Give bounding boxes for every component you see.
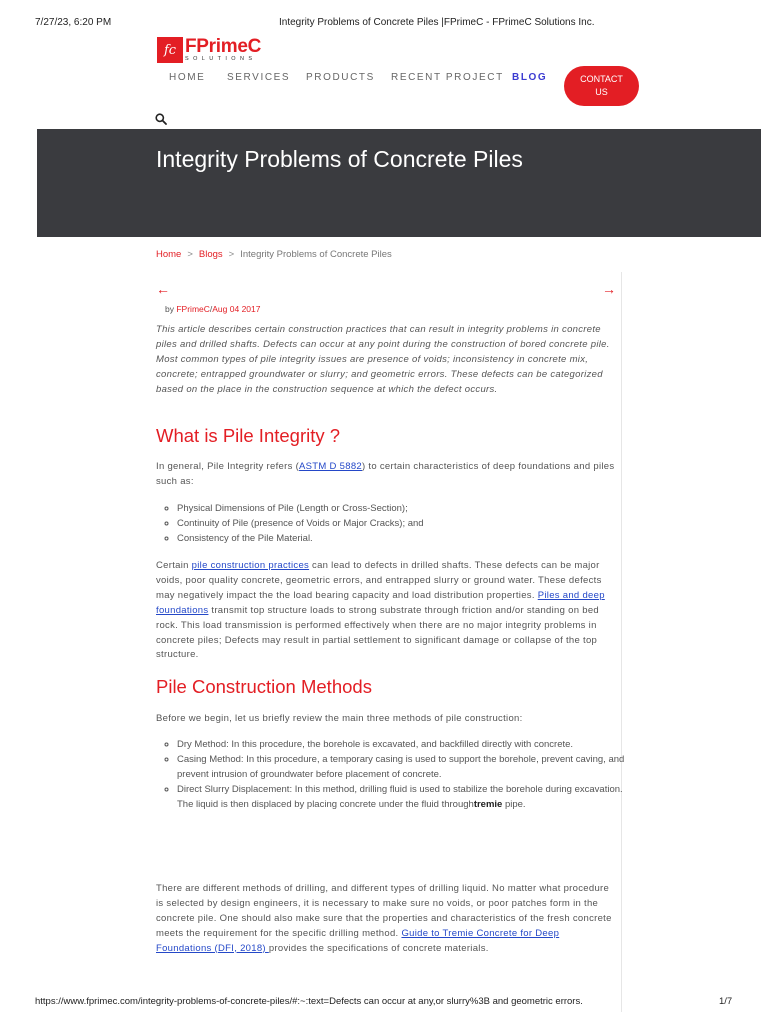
defects-paragraph <box>156 559 616 663</box>
section-heading-pile-integrity: What is Pile Integrity ? <box>156 425 341 446</box>
methods-intro-paragraph: Before we begin, let us briefly review the main three methods of pile construction: <box>156 713 523 724</box>
search-icon[interactable] <box>155 113 167 125</box>
breadcrumb-current: Integrity Problems of Concrete Piles <box>240 249 392 260</box>
para-text: provides the specifications of concrete materials. <box>268 942 489 954</box>
tremie-bold: tremie <box>473 798 503 810</box>
author-link[interactable]: FPrimeC <box>176 304 210 314</box>
sidebar-divider <box>621 272 622 1012</box>
previous-post-arrow-icon[interactable]: ← <box>156 281 170 297</box>
nav-blog[interactable]: BLOG <box>512 72 548 83</box>
nav-recent-project[interactable]: RECENT PROJECT <box>391 72 504 83</box>
list-item <box>177 783 637 813</box>
list-item-text: pipe. <box>502 798 526 810</box>
byline-slash: / <box>209 304 213 314</box>
logo-name: FPrimeC <box>185 36 262 58</box>
list-item: ◦ Casing Method: In this procedure, a temporary casing is used to support the borehole, prevent caving, and prevent intrusion of groundwater before placement of concrete. <box>177 753 637 783</box>
post-byline <box>165 304 260 314</box>
contact-us-button[interactable] <box>564 66 639 106</box>
nav-services[interactable]: SERVICES <box>227 72 291 83</box>
piles-deep-foundations-link[interactable]: Piles and deep foundations <box>156 589 605 616</box>
pile-construction-practices-link[interactable]: pile construction practices <box>191 560 310 571</box>
list-item: ◦ Physical Dimensions of Pile (Length or Cross-Section); <box>177 502 637 517</box>
para-text: There are different methods of drilling, and different types of drilling liquid. No matter what procedure is selected by design engineers, it is necessary to make sure no voids, or poor patches form in the concrete pile. One should also make sure that the properties and characteristics of the fresh concrete meets the requirement for the specific drilling method. <box>156 883 612 939</box>
pile-integrity-list <box>156 502 637 547</box>
para-text: can lead to defects in drilled shafts. These defects can be major voids, poor quality concrete, geometric errors, and entrapped slurry or ground water. These defects may negatively impact the the load bearing capacity and load distribution properties. <box>156 560 602 601</box>
list-item: ◦ Continuity of Pile (presence of Voids or Major Cracks); and <box>177 517 637 532</box>
post-date[interactable]: Aug 04 2017 <box>212 304 261 314</box>
post-intro: This article describes certain construction practices that can result in integrity problems in concrete piles and drilled shafts. Defects can occur at any point during the construction of bored concrete pile. Most common types of pile integrity issues are presence of voids; inconsistency in concrete mix, concrete; entrapped groundwater or slurry; and geometric errors. These defects can be categorized based on the place in the construction sequence at which the defect occurs. <box>156 324 610 395</box>
print-url: https://www.fprimec.com/integrity-problems-of-concrete-piles/#:~:text=Defects can occur at any,or slurry%3B and geometric errors. <box>35 996 583 1007</box>
print-page-number: 1/7 <box>719 996 733 1007</box>
para-text: ) to certain characteristics of deep foundations and piles such as: <box>156 461 615 487</box>
construction-methods-list <box>156 738 637 813</box>
nav-home[interactable]: HOME <box>169 72 206 83</box>
print-title: Integrity Problems of Concrete Piles |FPrimeC - FPrimeC Solutions Inc. <box>279 17 595 28</box>
para-text: transmit top structure loads to strong substrate through friction and/or standing on bed rock. This load transmission is performed effectively when there are no major integrity problems in concrete piles; Defects may result in partial settlement to significant damage or collapse of the top structure. <box>156 604 599 661</box>
print-datetime: 7/27/23, 6:20 PM <box>35 17 112 28</box>
logo-mark-icon: fc <box>157 37 183 63</box>
list-item: ◦ Consistency of the Pile Material. <box>177 532 637 547</box>
page-title: Integrity Problems of Concrete Piles <box>156 146 523 172</box>
logo-subtitle: SOLUTIONS <box>185 56 257 63</box>
drilling-paragraph <box>156 882 616 957</box>
hero-banner <box>37 129 761 237</box>
site-logo[interactable] <box>157 36 261 64</box>
pile-integrity-paragraph <box>156 460 616 490</box>
breadcrumb-blogs[interactable]: Blogs <box>198 249 223 260</box>
para-text: In general, Pile Integrity refers ( <box>156 461 300 472</box>
byline-by: by <box>165 304 174 314</box>
list-item-text: Direct Slurry Displacement: In this method, drilling fluid is used to stabilize the borehole during excavation. The liquid is then displaced by placing concrete under the fluid through <box>177 783 623 810</box>
section-heading-construction-methods: Pile Construction Methods <box>156 676 372 697</box>
breadcrumb-separator: > <box>228 249 235 260</box>
list-item: ◦ Dry Method: In this procedure, the borehole is excavated, and backfilled directly with concrete. <box>177 738 637 753</box>
nav-products[interactable]: PRODUCTS <box>306 72 375 83</box>
tremie-guide-link[interactable]: Guide to Tremie Concrete for Deep Foundations (DFI, 2018) <box>156 927 560 954</box>
breadcrumb-home[interactable]: Home <box>156 249 182 260</box>
astm-link[interactable]: ASTM D 5882 <box>299 461 362 472</box>
contact-us-label: CONTACT US <box>580 74 623 97</box>
next-post-arrow-icon[interactable]: → <box>602 281 616 297</box>
breadcrumb <box>156 249 392 260</box>
para-text: Certain <box>156 560 192 571</box>
breadcrumb-separator: > <box>187 249 193 260</box>
